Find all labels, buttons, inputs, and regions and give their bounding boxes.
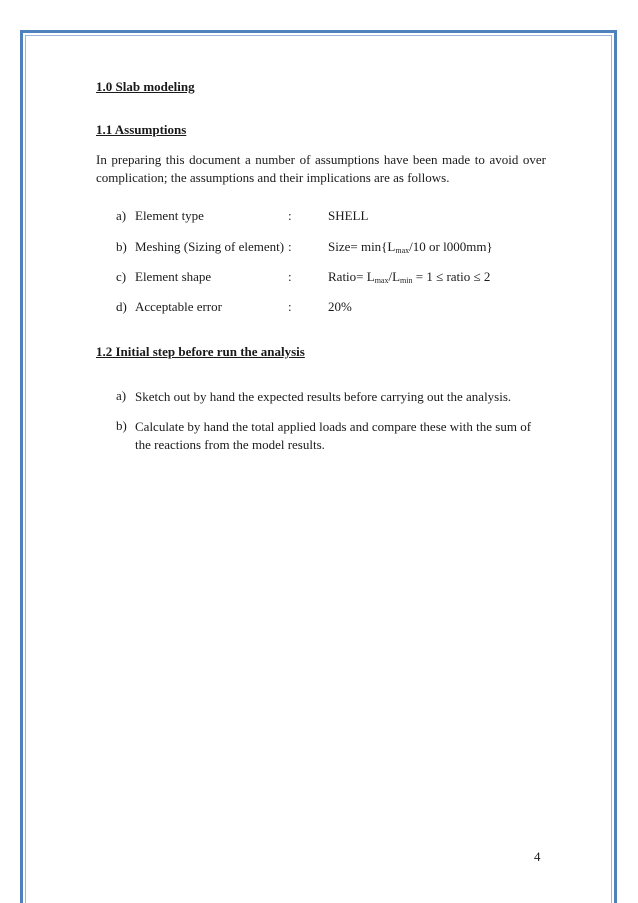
list-marker: d) [116, 299, 127, 314]
step-text-calculate: Calculate by hand the total applied loads and compare these with the sum of the reactions from the model results. [135, 419, 532, 452]
section-heading-slab-modeling: 1.0 Slab modeling [96, 79, 195, 94]
section-heading-assumptions: 1.1 Assumptions [96, 122, 187, 137]
assumption-colon: : [288, 299, 292, 314]
list-marker: a) [116, 388, 127, 403]
assumption-label: Acceptable error [135, 299, 222, 314]
section-heading-initial-step: 1.2 Initial step before run the analysis [96, 344, 305, 359]
list-marker: a) [116, 208, 127, 223]
list-marker: b) [116, 418, 127, 433]
assumptions-paragraph: In preparing this document a number of assumptions have been made to avoid over complication; the assumptions and their implications are as follows. [96, 152, 546, 185]
assumption-label: Meshing (Sizing of element) [135, 239, 285, 254]
assumption-value: Ratio= $L_{max}/L_{min} = 1$ ≤ ratio ≤ 2 [328, 269, 491, 285]
page-number: 4 [534, 849, 541, 864]
assumption-label: Element type [135, 208, 204, 223]
assumption-colon: : [288, 269, 292, 284]
list-marker: c) [116, 269, 127, 284]
step-text-sketch: Sketch out by hand the expected results before carrying out the analysis. [135, 389, 512, 404]
assumption-label: Element shape [135, 269, 212, 284]
assumption-colon: : [288, 208, 292, 223]
assumption-value: SHELL [328, 208, 369, 223]
assumption-colon: : [288, 239, 292, 254]
list-marker: b) [116, 239, 127, 254]
assumption-value: 20% [328, 299, 352, 314]
assumption-value: Size= $\min\{L_{max}/10$ or l000mm} [328, 239, 493, 255]
